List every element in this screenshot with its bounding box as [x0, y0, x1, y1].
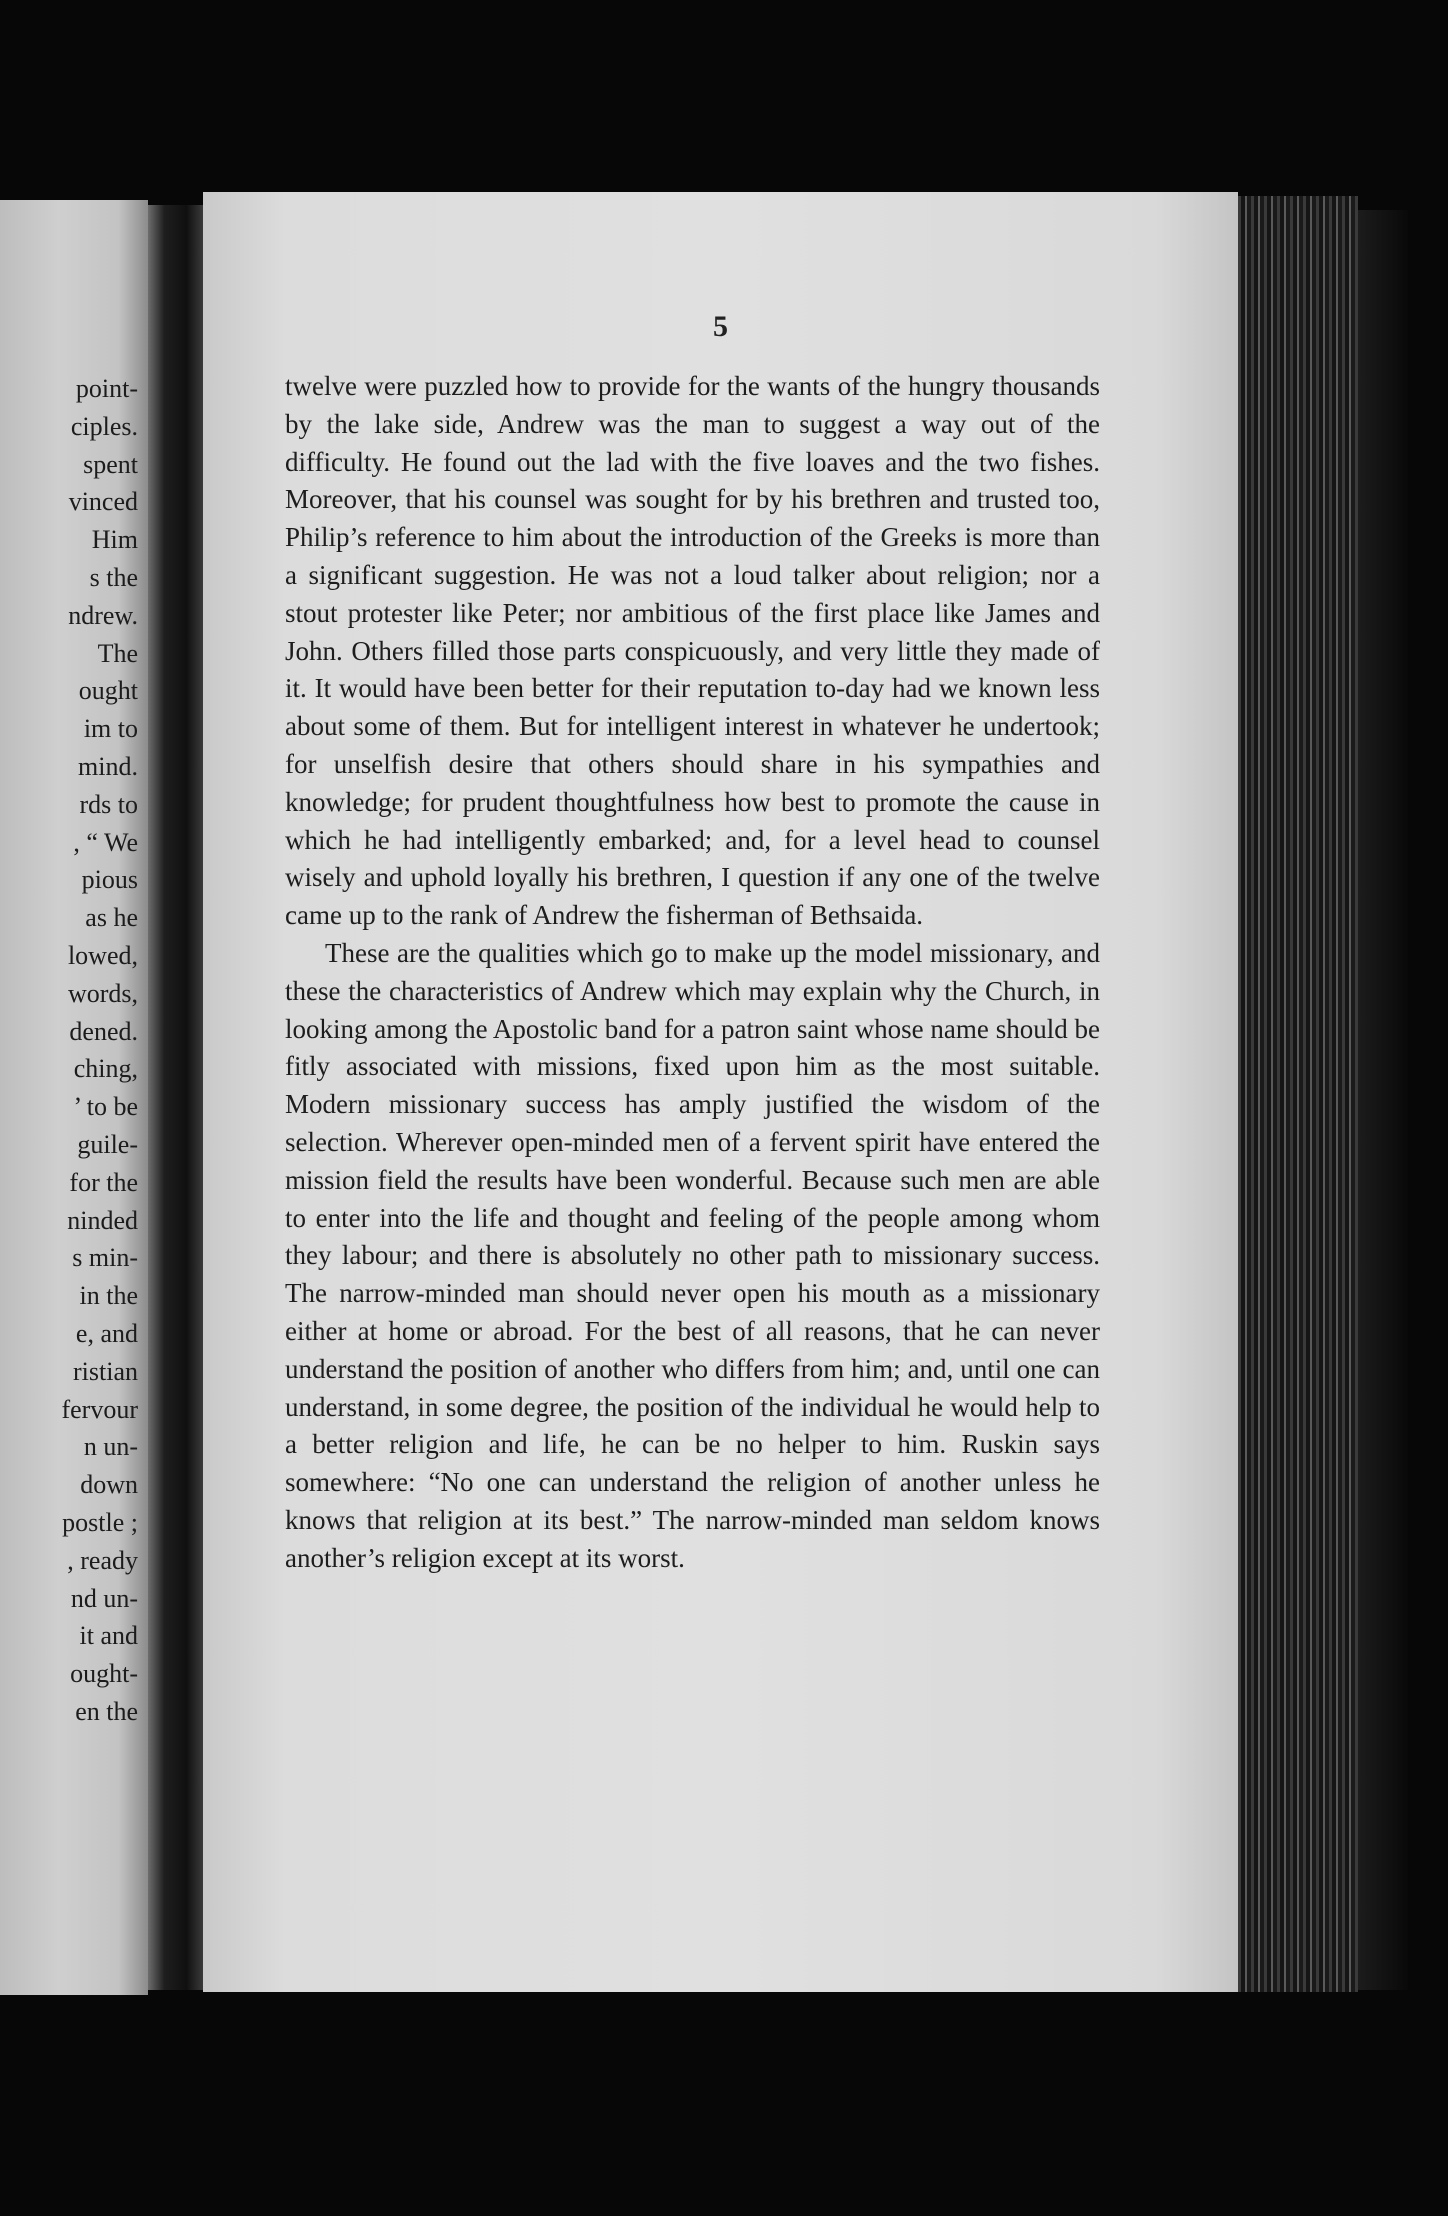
- page-edges: [1238, 196, 1358, 1992]
- left-fragment: s min-: [72, 1243, 138, 1273]
- page-number: 5: [713, 310, 728, 343]
- left-fragment: guile-: [77, 1129, 138, 1159]
- left-fragment: rds to: [79, 789, 138, 819]
- left-fragment: im to: [83, 714, 138, 744]
- left-fragment: n un-: [83, 1432, 138, 1462]
- left-fragment: as he: [85, 903, 138, 933]
- left-fragment: mind.: [78, 751, 138, 781]
- left-fragment: in the: [79, 1281, 138, 1311]
- left-fragment: for the: [69, 1167, 138, 1197]
- left-fragment: en the: [75, 1696, 138, 1726]
- left-fragment: spent: [83, 449, 138, 479]
- paragraph: These are the qualities which go to make up the model missionary, and these the characteristics of Andrew which may explain why the Church, in looking among the Apostolic band for a patron saint whose name should be fitly associated with missions, fixed upon him as the most suitable. Modern missionary success has amply justified the wisdom of the selection. Wherever open-minded men of a fervent spirit have entered the mission field the results have been wonderful. Because such men are able to enter into the life and thought and feeling of the people among whom they labour; and there is absolutely no other path to missionary success. The narrow-minded man should never open his mouth as a missionary either at home or abroad. For the best of all reasons, that he can never understand the position of another who differs from him; and, until one can understand, in some degree, the position of the individual he would help to a better religion and life, he can be no helper to him. Ruskin says somewhere: “No one can understand the religion of another unless he knows that religion at its best.” The narrow-minded man seldom knows another’s religion except at its worst.: [285, 937, 1100, 1573]
- left-fragment: ristian: [73, 1356, 138, 1386]
- left-fragment: down: [80, 1470, 138, 1500]
- book-cover-edge: [1358, 210, 1408, 1990]
- left-fragment: ndrew.: [68, 600, 138, 630]
- left-fragment: , “ We: [73, 827, 138, 857]
- main-page: [203, 192, 1238, 1992]
- left-fragment: postle ;: [62, 1507, 138, 1537]
- left-fragment: words,: [67, 978, 138, 1008]
- left-fragment: The: [97, 638, 138, 668]
- left-fragment: point-: [75, 374, 138, 403]
- left-fragment: ching,: [73, 1054, 138, 1084]
- left-fragment: nd un-: [70, 1583, 138, 1613]
- left-facing-page: [0, 200, 148, 1995]
- left-fragment: , ready: [67, 1545, 138, 1575]
- left-fragment: ought-: [70, 1659, 138, 1689]
- left-fragment: e, and: [75, 1318, 138, 1348]
- paragraph: twelve were puzzled how to provide for the wants of the hungry thousands by the lake side, Andrew was the man to suggest a way out of the difficulty. He found out the lad with the five loaves and the two fishes. Moreover, that his counsel was sought for by his brethren and trusted too, Philip’s reference to him about the introduction of the Greeks is more than a significant suggestion. He was not a loud talker about religion; nor a stout protester like Peter; nor ambitious of the first place like James and John. Others filled those parts conspicuously, and very little they made of it. It would have been better for their reputation to-day had we known less about some of them. But for intelligent interest in whatever he undertook; for unselfish desire that others should share in his sympathies and knowledge; for prudent thoughtfulness how best to promote the cause in which he had intelligently embarked; and, for a level head to counsel wisely and uphold loyally his brethren, I question if any one of the twelve came up to the rank of Andrew the fisherman of Bethsaida.: [285, 371, 1100, 931]
- left-fragment: lowed,: [67, 940, 138, 970]
- page-body: [285, 368, 1100, 1578]
- left-fragment: ’ to be: [73, 1092, 138, 1122]
- left-fragment: s the: [89, 562, 138, 592]
- left-fragment: Him: [91, 525, 138, 555]
- left-fragment: pious: [81, 865, 138, 895]
- left-fragment: fervour: [61, 1394, 138, 1424]
- left-page-text-fragments: [61, 370, 138, 1731]
- left-fragment: it and: [79, 1621, 138, 1651]
- left-fragment: dened.: [69, 1016, 138, 1046]
- book-gutter: [148, 205, 203, 1990]
- left-fragment: vinced: [68, 487, 138, 517]
- left-fragment: ninded: [67, 1205, 138, 1235]
- left-fragment: ought: [78, 676, 138, 706]
- left-fragment: ciples.: [70, 411, 138, 441]
